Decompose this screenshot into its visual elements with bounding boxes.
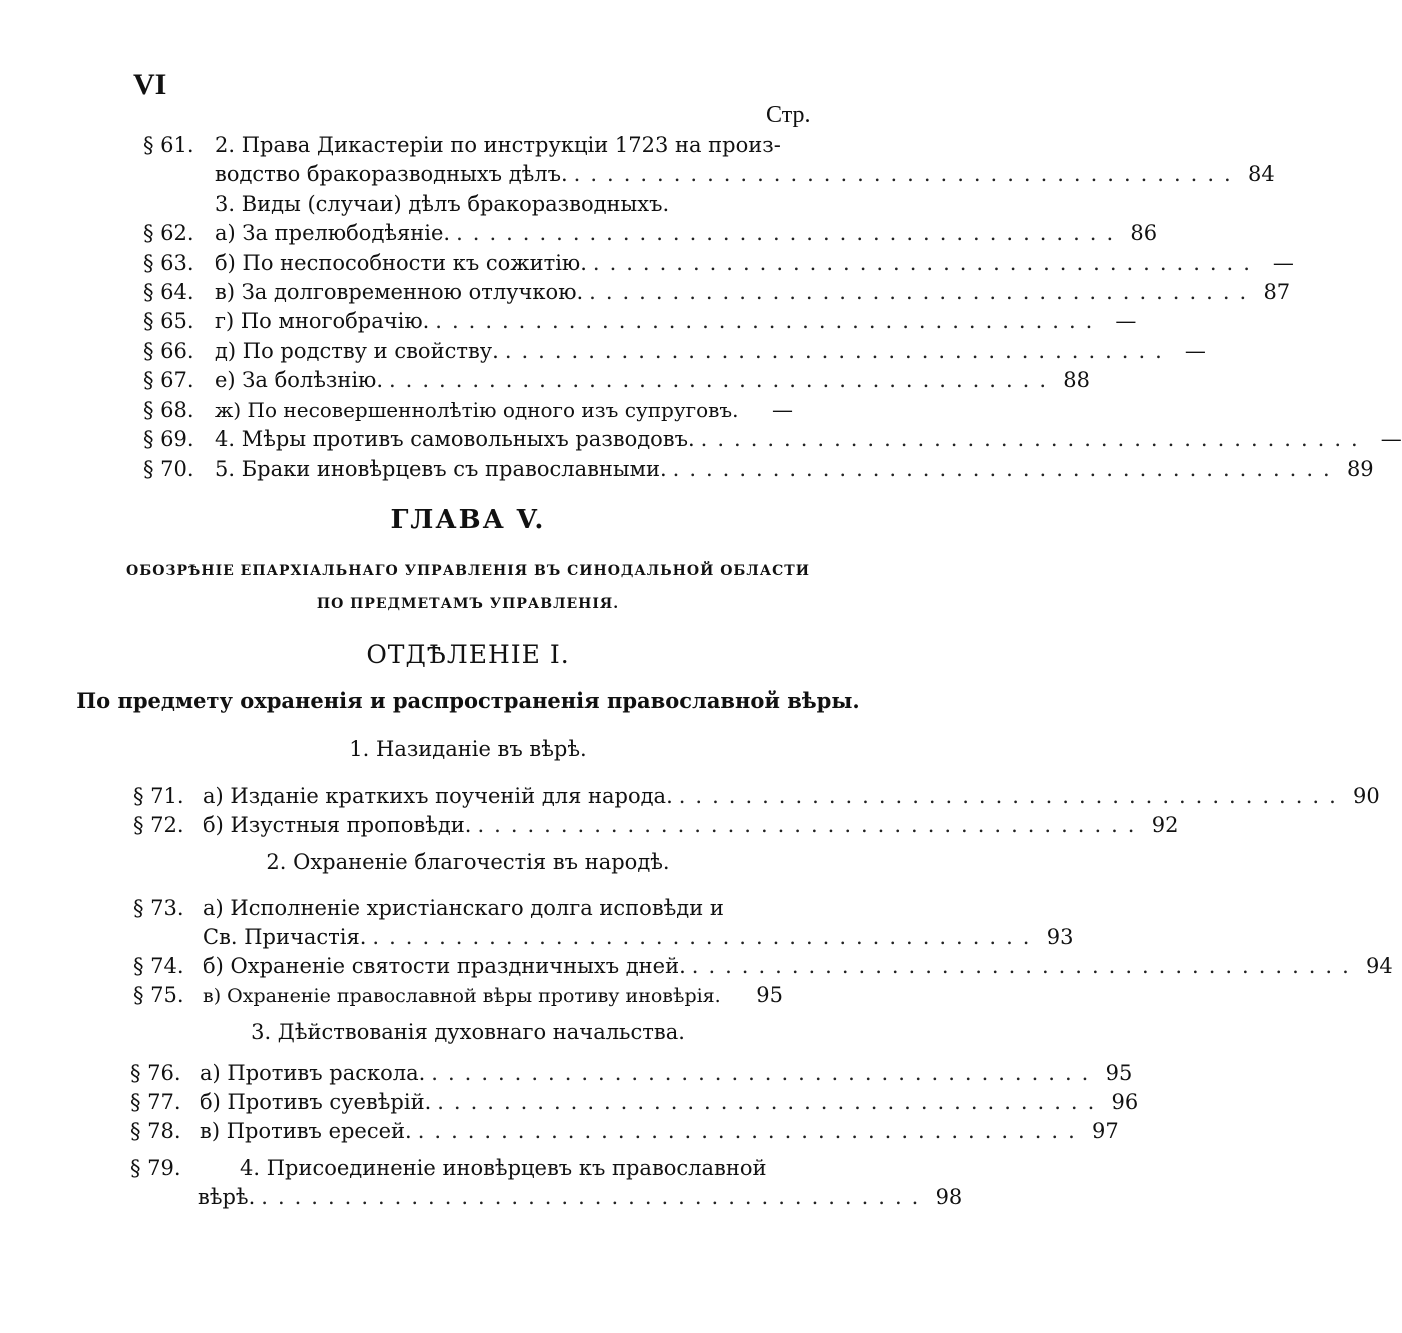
page-number: VI xyxy=(133,68,167,101)
toc-entry xyxy=(130,1087,1139,1117)
entry-text: а) Исполненіе христіанскаго долга исповѣди и xyxy=(203,896,724,920)
toc-entry xyxy=(143,248,1294,278)
dot-leader: ........................................ xyxy=(435,309,1103,333)
entry-text: водство бракоразводныхъ дѣлъ. xyxy=(215,162,568,186)
entry-text: б) Противъ суевѣрій. xyxy=(200,1090,432,1114)
entry-text: а) Противъ раскола. xyxy=(200,1061,426,1085)
section-number: § 69. xyxy=(143,427,194,451)
page-ref: 95 xyxy=(1105,1061,1133,1085)
section-number: § 77. xyxy=(130,1090,181,1114)
toc-entry xyxy=(143,365,1091,395)
page-ref: 95 xyxy=(756,983,783,1007)
toc-entry xyxy=(143,218,1158,248)
dot-leader: ........................................ xyxy=(573,162,1241,186)
dot-leader: ........................................ xyxy=(431,1061,1099,1085)
entry-text: г) По многобрачію. xyxy=(215,309,430,333)
toc-entry xyxy=(130,1153,778,1183)
page-ref: 89 xyxy=(1346,457,1374,481)
section-number: § 71. xyxy=(133,784,184,808)
entry-text: б) Изустныя проповѣди. xyxy=(203,813,472,837)
pages-column-label: Стр. xyxy=(766,102,811,128)
entry-text: Св. Причастія. xyxy=(203,925,367,949)
entry-text: а) Изданіе краткихъ поученій для народа. xyxy=(203,784,673,808)
toc-entry xyxy=(143,306,1137,336)
section-number: § 74. xyxy=(133,954,184,978)
toc-entry xyxy=(143,454,1374,484)
dot-leader: ........................................ xyxy=(372,925,1040,949)
entry-text: в) Противъ ересей. xyxy=(200,1119,412,1143)
entry-text: вѣрѣ. xyxy=(198,1185,256,1209)
entry-text: 4. Мѣры противъ самовольныхъ разводовъ. xyxy=(215,427,695,451)
toc-entry xyxy=(203,922,1074,952)
entry-text: в) Охраненіе православной вѣры противу иновѣрія. xyxy=(203,985,721,1007)
toc-entry xyxy=(143,424,1402,454)
toc-entry xyxy=(133,893,783,923)
toc-entry xyxy=(215,159,1275,189)
toc-entry xyxy=(130,1058,1133,1088)
section-number: § 66. xyxy=(143,339,194,363)
section-number: § 67. xyxy=(143,368,194,392)
entry-text: а) За прелюбодѣяніе. xyxy=(215,221,451,245)
chapter-subtitle: ОБОЗРѢНІЕ ЕПАРХІАЛЬНАГО УПРАВЛЕНІЯ ВЪ СИНОДАЛЬНОЙ ОБЛАСТИ xyxy=(126,563,810,579)
page-ref: — xyxy=(772,398,793,422)
page-ref: — xyxy=(1184,339,1206,363)
section-number: § 68. xyxy=(143,398,194,422)
toc-entry xyxy=(133,810,1179,840)
section-number: § 75. xyxy=(133,983,184,1007)
entry-text: е) За болѣзнію. xyxy=(215,368,383,392)
toc-entry xyxy=(133,980,783,1010)
toc-entry xyxy=(133,781,1380,811)
entry-text: 3. Виды (случаи) дѣлъ бракоразводныхъ. xyxy=(215,192,670,216)
dot-leader: ........................................ xyxy=(261,1185,929,1209)
section-number: § 76. xyxy=(130,1061,181,1085)
section-number: § 65. xyxy=(143,309,194,333)
chapter-subtitle: ПО ПРЕДМЕТАМЪ УПРАВЛЕНІЯ. xyxy=(316,596,620,612)
page-ref: — xyxy=(1380,427,1402,451)
page-ref: 90 xyxy=(1353,784,1380,808)
page-ref: 87 xyxy=(1263,280,1291,304)
department-title: ОТДѢЛЕНІЕ I. xyxy=(366,640,570,669)
page-ref: 96 xyxy=(1111,1090,1139,1114)
section-heading: 3. Дѣйствованія духовнаго начальства. xyxy=(251,1020,685,1044)
toc-entry xyxy=(133,951,1393,981)
toc-entry xyxy=(143,130,793,160)
section-heading: 1. Назиданіе въ вѣрѣ. xyxy=(349,737,587,761)
section-number: § 73. xyxy=(133,896,184,920)
entry-text: 5. Браки иновѣрцевъ съ православными. xyxy=(215,457,667,481)
section-number: § 63. xyxy=(143,251,194,275)
dot-leader: ........................................ xyxy=(389,368,1057,392)
page-ref: 92 xyxy=(1151,813,1179,837)
page-ref: 94 xyxy=(1366,954,1393,978)
dot-leader: ........................................ xyxy=(417,1119,1085,1143)
section-heading: 2. Охраненіе благочестія въ народѣ. xyxy=(266,850,670,874)
entry-text: д) По родству и свойству. xyxy=(215,339,499,363)
section-number: § 61. xyxy=(143,133,194,157)
entry-text: ж) По несовершеннолѣтію одного изъ супруговъ. xyxy=(215,398,739,422)
page-ref: 98 xyxy=(935,1185,963,1209)
toc-entry xyxy=(143,336,1206,366)
page-ref: 88 xyxy=(1063,368,1091,392)
dot-leader: ........................................ xyxy=(592,251,1260,275)
dot-leader: ........................................ xyxy=(589,280,1257,304)
page-ref: — xyxy=(1272,251,1294,275)
dot-leader: ........................................ xyxy=(700,427,1368,451)
entry-text: б) Охраненіе святости праздничныхъ дней. xyxy=(203,954,686,978)
chapter-title: ГЛАВА V. xyxy=(390,505,546,535)
page-ref: — xyxy=(1115,309,1137,333)
dot-leader: ........................................ xyxy=(672,457,1340,481)
section-number: § 62. xyxy=(143,221,194,245)
section-number: § 64. xyxy=(143,280,194,304)
toc-entry xyxy=(198,1182,963,1212)
section-number: § 78. xyxy=(130,1119,181,1143)
dot-leader: ........................................ xyxy=(691,954,1359,978)
section-number: § 70. xyxy=(143,457,194,481)
entry-text: б) По неспособности къ сожитію. xyxy=(215,251,587,275)
section-number: § 79. xyxy=(130,1156,181,1180)
entry-text: 2. Права Дикастеріи по инструкціи 1723 на произ- xyxy=(215,133,781,157)
dot-leader: ........................................ xyxy=(456,221,1124,245)
toc-entry xyxy=(143,395,793,425)
toc-entry xyxy=(143,277,1291,307)
page-ref: 93 xyxy=(1046,925,1074,949)
toc-entry xyxy=(130,1116,1119,1146)
dot-leader: ........................................ xyxy=(504,339,1172,363)
dot-leader: ........................................ xyxy=(678,784,1346,808)
page-ref: 97 xyxy=(1092,1119,1119,1143)
page-ref: 84 xyxy=(1247,162,1275,186)
dot-leader: ........................................ xyxy=(477,813,1145,837)
entry-text: 4. Присоединеніе иновѣрцевъ къ православной xyxy=(240,1156,767,1180)
page-ref: 86 xyxy=(1130,221,1158,245)
entry-text: в) За долговременною отлучкою. xyxy=(215,280,584,304)
section-number: § 72. xyxy=(133,813,184,837)
subject-heading: По предмету охраненія и распространенія православной вѣры. xyxy=(76,688,860,713)
toc-subheading xyxy=(215,189,793,219)
dot-leader: ........................................ xyxy=(437,1090,1105,1114)
